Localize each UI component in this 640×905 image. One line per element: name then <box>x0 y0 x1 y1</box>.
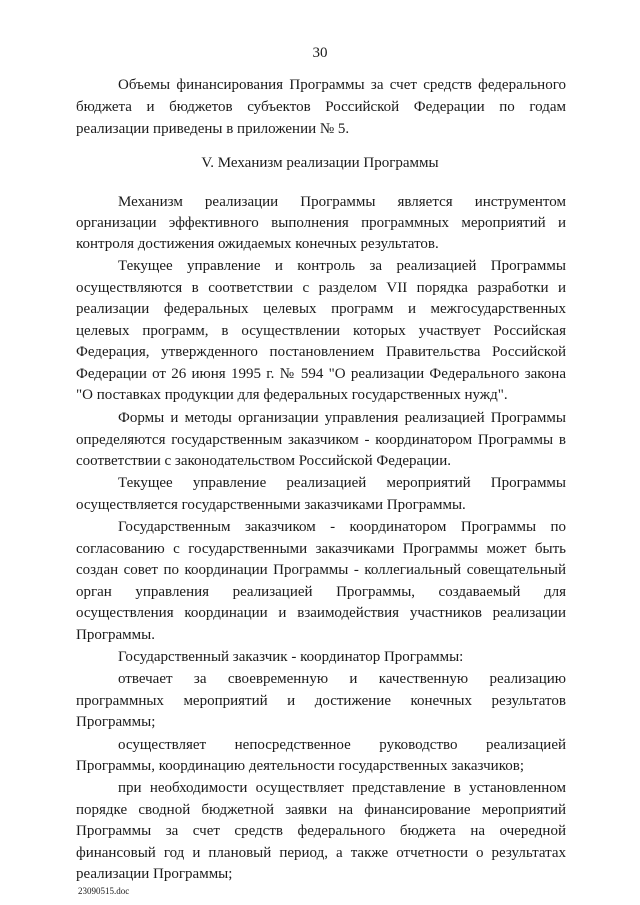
text-line: реализации приведены в приложении № 5. <box>76 121 350 137</box>
text-line: Федерации от 26 июня 1995 г. № 594 "О реализации Федерального закона <box>76 366 566 382</box>
text-line: финансовый год и плановый период, а также отчетности о результатах <box>76 845 566 861</box>
text-line: создан совет по координации Программы - коллегиальный совещательный <box>76 562 566 578</box>
text-line: Текущее управление реализацией мероприятий Программы <box>118 475 566 491</box>
footer-filename: 23090515.doc <box>78 886 130 896</box>
text-line: Формы и методы организации управления реализацией Программы <box>118 410 566 426</box>
text-line: осуществляются в соответствии с разделом VII порядка разработки и <box>76 280 566 296</box>
text-line: целевых программ, в осуществлении которых участвует Российская <box>76 323 566 339</box>
text-line: Программы; <box>76 714 156 730</box>
text-line: реализации Программы; <box>76 866 233 882</box>
text-line: реализации федеральных целевых программ и межгосударственных <box>76 301 566 317</box>
text-line: отвечает за своевременную и качественную реализацию <box>118 671 566 687</box>
text-line: контроля достижения ожидаемых конечных результатов. <box>76 236 439 252</box>
text-line: Государственный заказчик - координатор Программы: <box>118 649 464 665</box>
text-line: Федерация, утвержденного постановлением Правительства Российской <box>76 344 566 360</box>
text-line: Объемы финансирования Программы за счет средств федерального <box>118 77 566 93</box>
text-line: "О поставках продукции для федеральных государственных нужд". <box>76 387 508 403</box>
text-line: организации эффективного выполнения программных мероприятий и <box>76 215 566 231</box>
text-line: Государственным заказчиком - координатором Программы по <box>118 519 566 535</box>
text-line: соответствии с законодательством Российской Федерации. <box>76 453 451 469</box>
text-line: при необходимости осуществляет представление в установленном <box>118 780 566 796</box>
text-line: согласованию с государственными заказчиками Программы может быть <box>76 541 566 557</box>
text-line: Текущее управление и контроль за реализацией Программы <box>118 258 566 274</box>
page-number: 30 <box>312 45 328 61</box>
text-line: Программы, координацию деятельности государственных заказчиков; <box>76 758 524 774</box>
text-line: Программы. <box>76 627 155 643</box>
text-line: программных мероприятий и достижение конечных результатов <box>76 693 566 709</box>
text-line: определяются государственным заказчиком - координатором Программы в <box>76 432 566 448</box>
text-line: Механизм реализации Программы является инструментом <box>118 194 566 210</box>
text-line: орган управления реализацией Программы, создаваемый для <box>76 584 566 600</box>
text-line: бюджета и бюджетов субъектов Российской Федерации по годам <box>76 99 566 115</box>
text-line: осуществления координации и взаимодействия участников реализации <box>76 605 566 621</box>
section-heading: V. Механизм реализации Программы <box>201 155 439 171</box>
text-line: Программы за счет средств федерального бюджета на очередной <box>76 823 566 839</box>
text-line: осуществляет непосредственное руководство реализацией <box>118 737 566 753</box>
text-line: порядке сводной бюджетной заявки на финансирование мероприятий <box>76 802 566 818</box>
text-line: осуществляется государственными заказчиками Программы. <box>76 497 466 513</box>
